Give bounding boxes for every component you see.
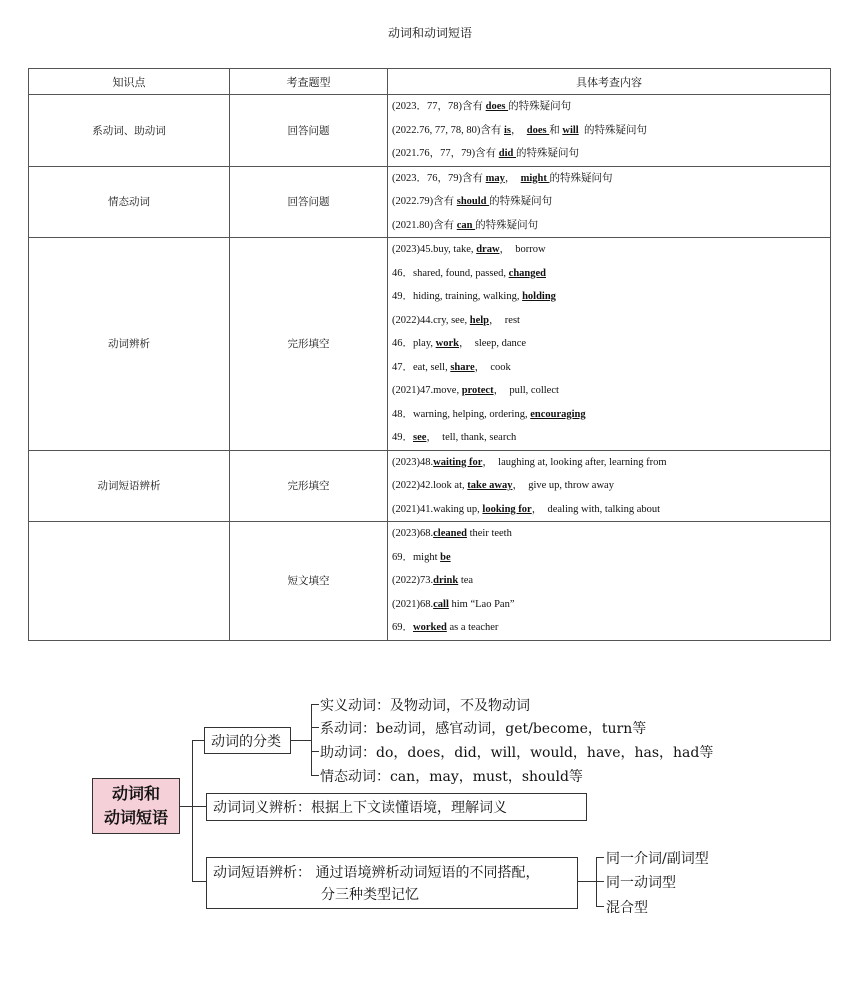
page-title: 动词和动词短语 [387,26,472,40]
topic-cell [29,522,230,641]
question-type-cell: 完形填空 [230,450,388,522]
line-text: (2021)41.waking up, [392,503,483,515]
question-type-cell: 短文填空 [230,522,388,641]
line-text: (2021)47.move, [392,385,462,396]
content-line [392,356,826,380]
answer-word: cleaned [433,528,467,539]
answer-word: looking for [482,503,532,515]
line-text: 46．shared, found, passed, [392,267,509,279]
answer-word: protect [461,385,494,396]
answer-word: be [440,551,451,563]
content-cell [388,166,831,238]
line-text: tea [458,575,474,586]
line-text: 的特殊疑问句 [515,148,579,159]
answer-word: draw [476,244,500,255]
branch-phrase-line-1: 动词短语辨析： 通过语境辨析动词短语的不同搭配， [213,865,540,881]
content-line [392,119,826,143]
content-line [392,593,826,617]
line-text: (2021)68. [392,598,434,610]
content-line [392,426,826,450]
line-text: ， rest [489,314,520,326]
line-text: (2022)44.cry, see, [392,314,470,326]
line-text: ， pull, collect [493,385,559,396]
branch3-item-2: 同一动词型 [606,875,676,891]
answer-word: share [450,361,475,373]
content-line [392,546,826,570]
question-type-cell: 完形填空 [230,238,388,451]
table-row [29,166,831,238]
content-line [392,238,826,262]
content-line [392,214,826,238]
answer-word: may [485,172,505,184]
line-text: 48．warning, helping, ordering, [392,408,531,420]
answer-word: take away [467,480,513,491]
line-text: him “Lao Pan” [448,598,515,610]
content-line [392,451,826,475]
question-type-cell: 回答问题 [230,95,388,167]
line-text: (2023)45.buy, take, [392,244,477,255]
root-line-1: 动词和 [111,784,160,803]
branch-meaning-label: 动词词义辨析：根据上下文读懂语境，理解词义 [213,800,507,816]
line-text: ， [504,172,521,184]
branch-classification-label: 动词的分类 [211,733,281,750]
line-text: ， tell, thank, search [426,432,517,443]
branch-classification [204,727,291,754]
line-text: (2023．77，78)含有 [392,101,486,112]
line-text: 46．play, [392,338,436,349]
line-text: 和 [549,124,563,136]
answer-word: encouraging [530,408,586,420]
line-text: (2023)48. [392,456,434,468]
branch1-item-4: 情态动词：can，may，must，should等 [320,769,583,785]
content-line [392,142,826,166]
content-cell [388,95,831,167]
line-text: (2022.79)含有 [392,196,457,207]
line-text: 69． [392,622,413,633]
answer-word: help [469,314,490,326]
answer-word: work [435,338,459,349]
line-text: 47．eat, sell, [392,361,451,373]
line-text: (2023．76，79)含有 [392,172,486,184]
line-text: (2022.76, 77, 78, 80)含有 [392,124,504,136]
branch3-item-3: 混合型 [606,900,648,916]
answer-word: did [498,148,516,159]
content-line [392,474,826,498]
line-text: 49． [392,432,413,443]
line-text: 的特殊疑问句 [508,101,572,112]
answer-word: does [526,124,550,136]
branch-meaning [206,793,587,821]
answer-word: does [485,101,509,112]
branch1-item-3: 助动词：do，does，did，will，would，have，has，had等 [320,745,714,761]
content-line [392,167,826,191]
answer-word: changed [508,267,546,279]
table-header-row [29,69,831,95]
content-line [392,332,826,356]
line-text: 的特殊疑问句 [549,172,613,184]
root-line-2: 动词短语 [103,808,168,827]
table-row [29,522,831,641]
content-line [392,379,826,403]
line-text: ， dealing with, talking about [531,503,661,515]
content-line [392,285,826,309]
content-line [392,262,826,286]
mindmap-root [92,778,180,834]
question-type-cell: 回答问题 [230,166,388,238]
line-text: ， sleep, dance [459,338,527,349]
answer-word: see [413,432,427,443]
topic-cell: 动词短语辨析 [29,450,230,522]
branch1-item-2: 系动词：be动词，感官动词，get/become，turn等 [320,721,647,737]
content-cell [388,522,831,641]
line-text: (2023)68. [392,528,434,539]
line-text: ， [511,124,527,136]
line-text: ， cook [474,361,511,373]
topic-cell: 系动词、助动词 [29,95,230,167]
content-line [392,403,826,427]
table-row [29,450,831,522]
answer-word: might [520,172,550,184]
branch1-item-1: 实义动词：及物动词，不及物动词 [320,698,530,714]
branch-phrase [206,857,578,909]
content-cell [388,450,831,522]
answer-word: waiting for [433,456,483,468]
content-line [392,522,826,546]
content-line [392,95,826,119]
line-text: 的特殊疑问句 [489,196,553,207]
line-text: their teeth [466,528,512,539]
answer-word: should [456,196,490,207]
content-cell [388,238,831,451]
line-text: (2021.76，77，79)含有 [392,148,499,159]
line-text: ， give up, throw away [512,480,614,491]
line-text: (2021.80)含有 [392,219,457,231]
line-text: as a teacher [446,622,499,633]
content-line [392,309,826,333]
line-text: ， borrow [499,244,546,255]
line-text: (2022)42.look at, [392,480,468,491]
exam-table [28,68,831,641]
answer-word: call [433,598,449,610]
answer-word: drink [433,575,459,586]
answer-word: worked [413,622,447,633]
content-line [392,569,826,593]
answer-word: can [456,219,476,231]
line-text: (2022)73. [392,575,434,586]
line-text: 69．might [392,551,441,563]
branch3-item-1: 同一介词/副词型 [606,851,709,867]
answer-word: holding [522,291,556,302]
answer-word: will [562,124,579,136]
line-text: 49．hiding, training, walking, [392,291,523,302]
line-text: 的特殊疑问句 [475,219,539,231]
line-text: ， laughing at, looking after, learning from [482,456,667,468]
header-content: 具体考查内容 [388,69,831,95]
header-topic: 知识点 [29,69,230,95]
topic-cell: 动词辨析 [29,238,230,451]
line-text: 的特殊疑问句 [578,124,647,136]
content-line [392,190,826,214]
table-row [29,238,831,451]
content-line [392,498,826,522]
topic-cell: 情态动词 [29,166,230,238]
header-type: 考查题型 [230,69,388,95]
branch-phrase-line-2: 分三种类型记忆 [321,887,419,903]
table-row [29,95,831,167]
content-line [392,616,826,640]
answer-word: is [504,124,512,136]
